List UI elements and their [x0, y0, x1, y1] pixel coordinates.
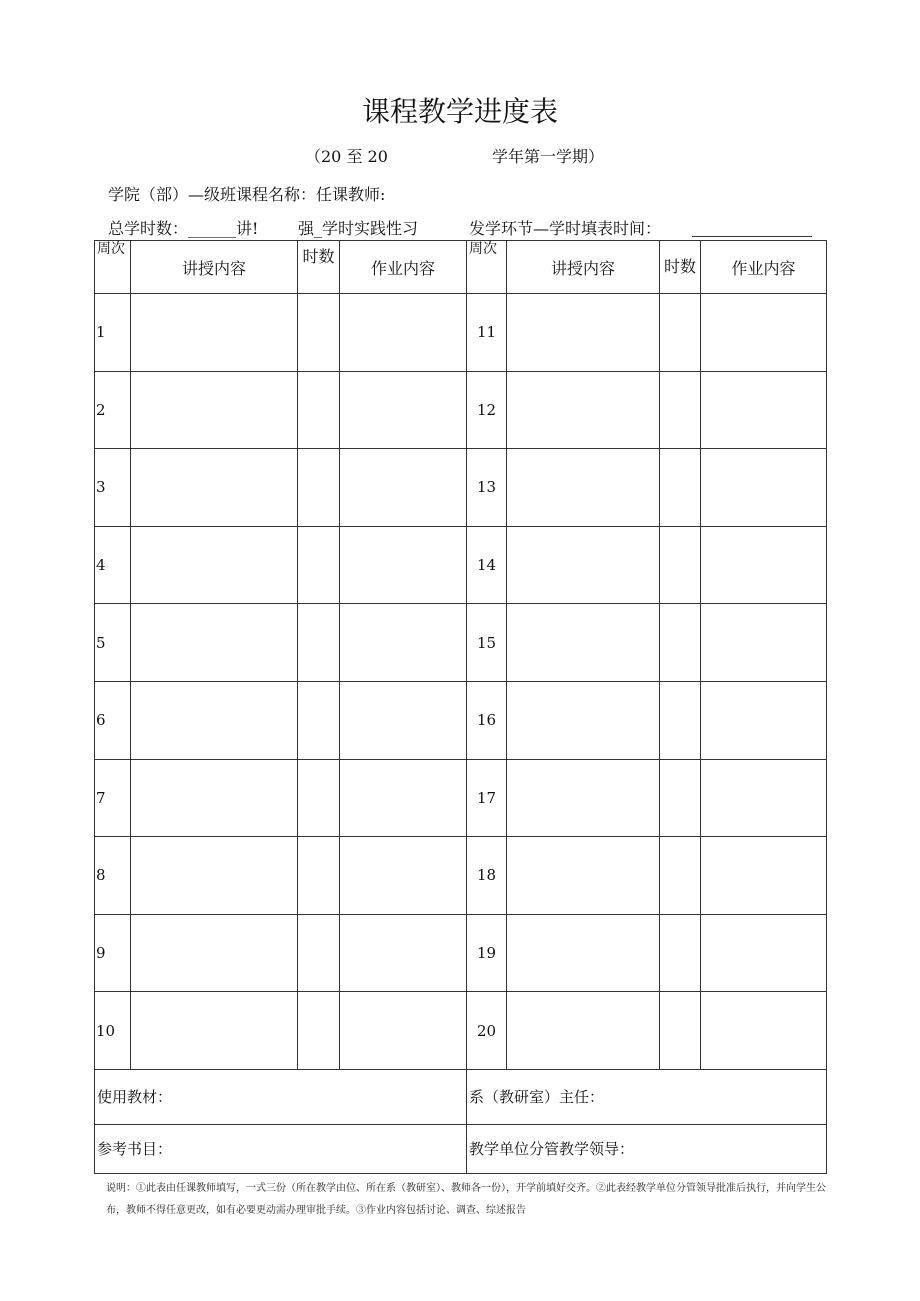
- week-number-left: 5: [95, 604, 131, 682]
- week-number-right: 13: [467, 449, 507, 527]
- homework-cell-left[interactable]: [340, 294, 467, 372]
- week-number-right: 20: [467, 992, 507, 1070]
- homework-cell-right[interactable]: [701, 759, 827, 837]
- content-cell-left[interactable]: [131, 449, 298, 527]
- week-number-right: 19: [467, 914, 507, 992]
- hours-cell-right[interactable]: [660, 759, 701, 837]
- content-cell-right[interactable]: [507, 914, 660, 992]
- week-number-right: 11: [467, 294, 507, 372]
- table-row: [95, 449, 827, 527]
- week-number-left: 7: [95, 759, 131, 837]
- content-cell-right[interactable]: [507, 604, 660, 682]
- header-content-left: 讲授内容: [131, 241, 298, 294]
- footer-row-1: [95, 1069, 827, 1124]
- hours-cell-right[interactable]: [660, 294, 701, 372]
- content-cell-right[interactable]: [507, 681, 660, 759]
- course-info-line: 学院（部）—级班课程名称：任课教师:: [108, 185, 386, 204]
- table-row: [95, 914, 827, 992]
- homework-cell-left[interactable]: [340, 914, 467, 992]
- hours-cell-left[interactable]: [298, 914, 340, 992]
- week-number-left: 9: [95, 914, 131, 992]
- hours-cell-left[interactable]: [298, 992, 340, 1070]
- week-number-right: 15: [467, 604, 507, 682]
- hours-cell-left[interactable]: [298, 371, 340, 449]
- textbook-field[interactable]: 使用教材：: [95, 1069, 467, 1124]
- homework-cell-left[interactable]: [340, 526, 467, 604]
- header-hours-right: 时数: [660, 241, 701, 294]
- hours-cell-right[interactable]: [660, 526, 701, 604]
- week-number-left: 1: [95, 294, 131, 372]
- academic-year-start: （20 至 20: [305, 147, 388, 166]
- homework-cell-right[interactable]: [701, 371, 827, 449]
- content-cell-right[interactable]: [507, 371, 660, 449]
- table-header-row: [95, 241, 827, 294]
- table-row: [95, 371, 827, 449]
- hours-cell-right[interactable]: [660, 681, 701, 759]
- content-cell-left[interactable]: [131, 914, 298, 992]
- instructions-note: 说明：①此表由任课教师填写，一式三份（所在教学由位、所在系（教研室）、教师各一份），开学前填好交齐。②此表经教学单位分管领导批准后执行，并向学生公布，教师不得任意更改，如有必要更动需办理审批手续。③作业内容包括讨论、调查、综述报告: [106, 1183, 826, 1216]
- leader-field[interactable]: 教学单位分管教学领导：: [467, 1124, 827, 1173]
- page-title: 课程教学进度表: [361, 95, 558, 128]
- homework-cell-right[interactable]: [701, 294, 827, 372]
- fill-date-label: 发学环节—学时填表时间：: [469, 219, 662, 238]
- homework-cell-left[interactable]: [340, 759, 467, 837]
- content-cell-left[interactable]: [131, 759, 298, 837]
- total-hours-label: 总学时数：______讲!: [108, 219, 259, 238]
- hours-cell-left[interactable]: [298, 604, 340, 682]
- content-cell-right[interactable]: [507, 759, 660, 837]
- hours-cell-left[interactable]: [298, 681, 340, 759]
- content-cell-left[interactable]: [131, 526, 298, 604]
- content-cell-left[interactable]: [131, 992, 298, 1070]
- table-row: [95, 526, 827, 604]
- hours-cell-left[interactable]: [298, 837, 340, 915]
- hours-cell-left[interactable]: [298, 526, 340, 604]
- header-week-right: 周次: [467, 241, 507, 294]
- table-row: [95, 604, 827, 682]
- hours-cell-right[interactable]: [660, 604, 701, 682]
- homework-cell-right[interactable]: [701, 992, 827, 1070]
- dept-head-field[interactable]: 系（教研室）主任：: [467, 1069, 827, 1124]
- week-number-right: 16: [467, 681, 507, 759]
- practice-hours-label: 强_学时实践性习: [298, 219, 419, 238]
- week-number-left: 10: [95, 992, 131, 1070]
- week-number-right: 18: [467, 837, 507, 915]
- hours-cell-right[interactable]: [660, 837, 701, 915]
- content-cell-right[interactable]: [507, 992, 660, 1070]
- table-row: [95, 992, 827, 1070]
- content-cell-left[interactable]: [131, 294, 298, 372]
- week-number-left: 4: [95, 526, 131, 604]
- week-number-right: 14: [467, 526, 507, 604]
- academic-term: 学年第一学期）: [492, 147, 605, 166]
- week-number-right: 12: [467, 371, 507, 449]
- homework-cell-left[interactable]: [340, 449, 467, 527]
- homework-cell-right[interactable]: [701, 914, 827, 992]
- schedule-table: [94, 240, 827, 1174]
- week-number-left: 3: [95, 449, 131, 527]
- table-row: [95, 681, 827, 759]
- header-week-left: 周次: [95, 241, 131, 294]
- footer-row-2: [95, 1124, 827, 1173]
- week-number-left: 6: [95, 681, 131, 759]
- homework-cell-right[interactable]: [701, 681, 827, 759]
- table-row: [95, 837, 827, 915]
- hours-cell-right[interactable]: [660, 914, 701, 992]
- content-cell-right[interactable]: [507, 449, 660, 527]
- hours-cell-right[interactable]: [660, 449, 701, 527]
- header-homework-left: 作业内容: [340, 241, 467, 294]
- content-cell-right[interactable]: [507, 837, 660, 915]
- week-number-right: 17: [467, 759, 507, 837]
- homework-cell-right[interactable]: [701, 604, 827, 682]
- homework-cell-left[interactable]: [340, 681, 467, 759]
- header-content-right: 讲授内容: [507, 241, 660, 294]
- table-row: [95, 294, 827, 372]
- hours-cell-right[interactable]: [660, 992, 701, 1070]
- content-cell-left[interactable]: [131, 837, 298, 915]
- content-cell-left[interactable]: [131, 371, 298, 449]
- references-field[interactable]: 参考书目：: [95, 1124, 467, 1173]
- content-cell-right[interactable]: [507, 526, 660, 604]
- homework-cell-left[interactable]: [340, 604, 467, 682]
- homework-cell-left[interactable]: [340, 371, 467, 449]
- hours-cell-right[interactable]: [660, 371, 701, 449]
- hours-cell-left[interactable]: [298, 449, 340, 527]
- content-cell-left[interactable]: [131, 604, 298, 682]
- homework-cell-right[interactable]: [701, 837, 827, 915]
- homework-cell-right[interactable]: [701, 449, 827, 527]
- homework-cell-right[interactable]: [701, 526, 827, 604]
- hours-cell-left[interactable]: [298, 759, 340, 837]
- table-row: [95, 759, 827, 837]
- hours-cell-left[interactable]: [298, 294, 340, 372]
- header-homework-right: 作业内容: [701, 241, 827, 294]
- content-cell-left[interactable]: [131, 681, 298, 759]
- week-number-left: 8: [95, 837, 131, 915]
- fill-date-blank: [692, 236, 812, 237]
- homework-cell-left[interactable]: [340, 837, 467, 915]
- homework-cell-left[interactable]: [340, 992, 467, 1070]
- week-number-left: 2: [95, 371, 131, 449]
- header-hours-left: 时数: [298, 241, 340, 294]
- content-cell-right[interactable]: [507, 294, 660, 372]
